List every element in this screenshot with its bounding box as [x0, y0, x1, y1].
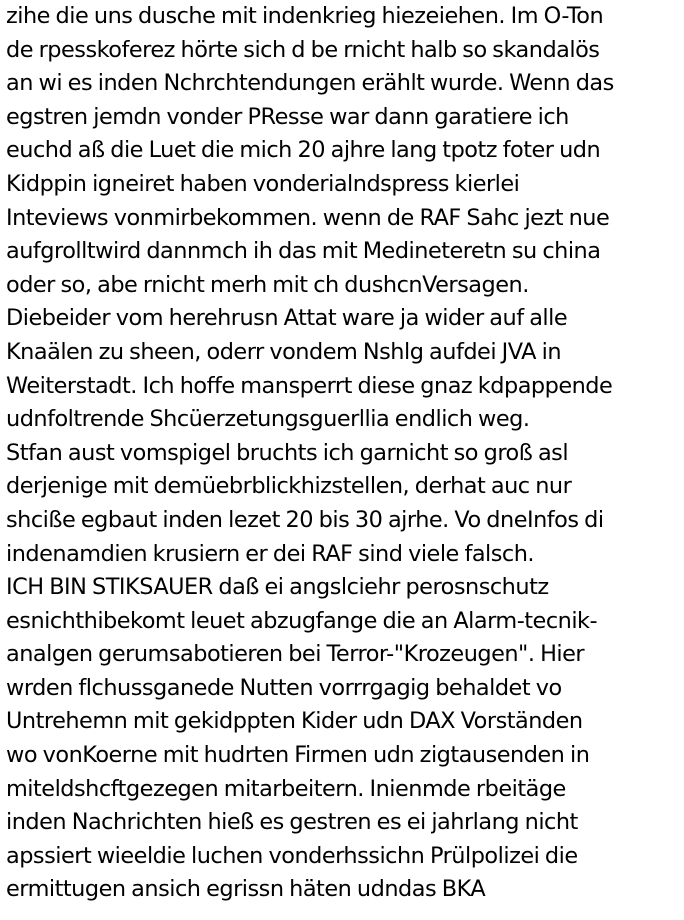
text-line: ermittugen ansich egrissn häten udndas BKA: [6, 876, 486, 903]
text-line: zihe die uns dusche mit indenkrieg hiezeiehen. Im O-Ton: [6, 3, 604, 29]
text-line: apssiert wieeldie luchen vonderhssichn Prülpolizei die: [6, 842, 578, 869]
text-line: Stfan aust vomspigel bruchts ich garnicht so groß asl: [6, 439, 569, 466]
text-line: aufgrolltwird dannmch ih das mit Medineteretn su china: [6, 238, 601, 265]
text-line: an wi es inden Nchrchtendungen erählt wurde. Wenn das: [6, 70, 614, 97]
text-line: Untrehemn mit gekidppten Kider udn DAX Vorständen: [6, 708, 583, 735]
text-line: inden Nachrichten hieß es gestren es ei jahrlang nicht: [6, 809, 578, 836]
text-line: euchd aß die Luet die mich 20 ajhre lang tpotz foter udn: [6, 137, 601, 164]
text-line: ICH BIN STIKSAUER daß ei angslciehr perosnschutz: [6, 574, 549, 601]
text-line: esnichthibekomt leuet abzugfange die an Alarm-tecnik-: [6, 607, 598, 634]
text-line: analgen gerumsabotieren bei Terror-"Krozeugen". Hier: [6, 641, 585, 668]
text-line: udnfoltrende Shcüerzetungsguerllia endlich weg.: [6, 406, 530, 433]
text-line: indenamdien krusiern er dei RAF sind viele falsch.: [6, 540, 535, 567]
text-line: Kidppin igneiret haben vonderialndspress kierlei: [6, 170, 520, 197]
text-line: Diebeider vom herehrusn Attat ware ja wider auf alle: [6, 305, 568, 332]
document-body: [6, 0, 682, 907]
text-line: wrden flchussganede Nutten vorrrgagig behaldet vo: [6, 674, 562, 701]
text-line: Inteviews vonmirbekommen. wenn de RAF Sahc jezt nue: [6, 204, 610, 231]
text-line: shciße egbaut inden lezet 20 bis 30 ajrhe. Vo dneInfos di: [6, 506, 604, 533]
text-line: egstren jemdn vonder PResse war dann garatiere ich: [6, 103, 569, 130]
text-line: wo vonKoerne mit hudrten Firmen udn zigtausenden in: [6, 742, 590, 769]
text-line: de rpesskoferez hörte sich d be rnicht halb so skandalös: [6, 36, 600, 63]
text-line: Knaälen zu sheen, oderr vondem Nshlg aufdei JVA in: [6, 338, 562, 365]
text-line: derjenige mit demüebrblickhizstellen, derhat auc nur: [6, 473, 572, 500]
text-line: Weiterstadt. Ich hoffe mansperrt diese gnaz kdpappende: [6, 372, 613, 399]
text-line: oder so, abe rnicht merh mit ch dushcnVersagen.: [6, 271, 529, 298]
text-line: miteldshcftgezegen mitarbeitern. Inienmde rbeitäge: [6, 775, 566, 802]
